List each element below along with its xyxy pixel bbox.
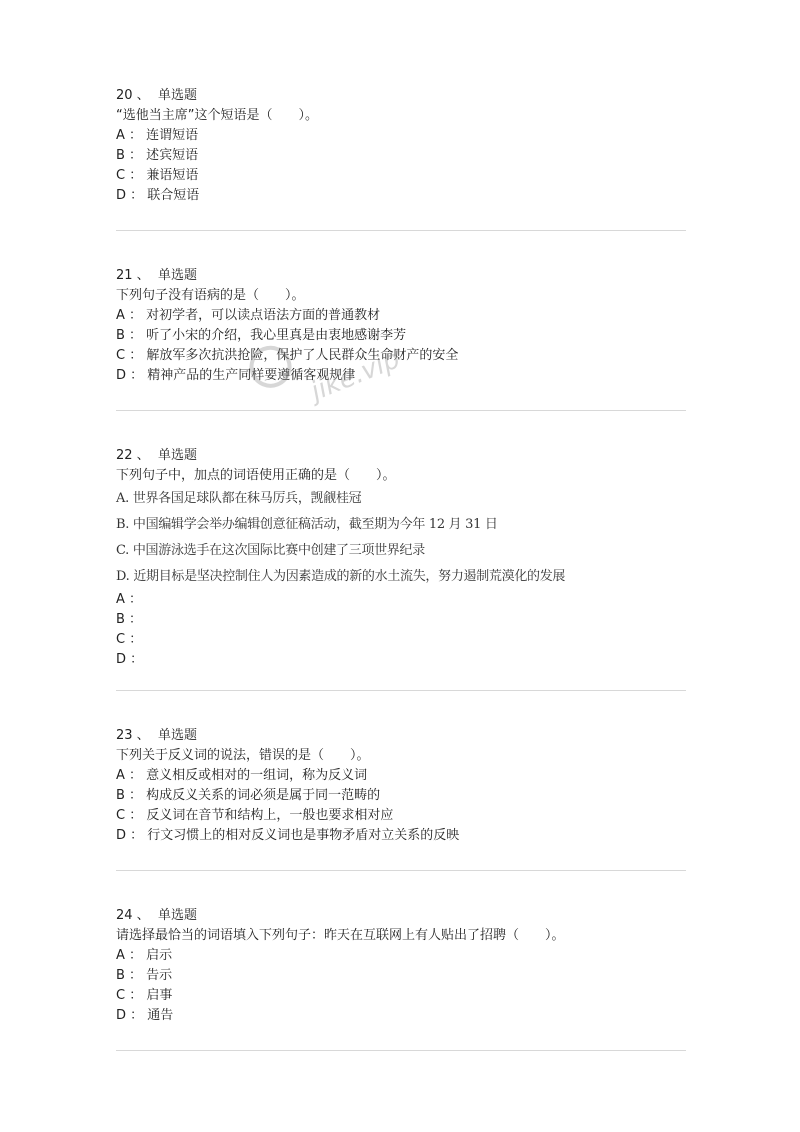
image-option-c: C. 中国游泳选手在这次国际比赛中创建了三项世界纪录 [116,543,425,558]
question-type: 单选题 [157,908,197,923]
question-header [116,906,686,926]
option-a[interactable]: A ： 对初学者，可以读点语法方面的普通教材 [116,308,381,323]
question-24 [116,906,686,1026]
question-stem: 请选择最恰当的词语填入下列句子：昨天在互联网上有人贴出了招聘（ ）。 [116,928,565,943]
option-c[interactable]: C ： 反义词在音节和结构上，一般也要求相对应 [116,808,394,823]
image-option-d: D. 近期目标是坚决控制住人为因素造成的新的水土流失，努力遏制荒漠化的发展 [116,569,566,584]
question-type: 单选题 [157,448,197,463]
option-a[interactable]: A ： [116,592,143,607]
option-c[interactable]: C ： 兼语短语 [116,168,199,183]
question-22 [116,446,686,670]
option-a[interactable]: A ： 意义相反或相对的一组词，称为反义词 [116,768,368,783]
question-header [116,266,686,286]
watermark-line2: jike.vip [306,344,405,407]
option-b[interactable]: B ： [116,612,143,627]
image-option-a: A. 世界各国足球队都在秣马厉兵，觊觎桂冠 [116,491,362,506]
question-stem: 下列句子中，加点的词语使用正确的是（ ）。 [116,468,396,483]
question-header [116,446,686,466]
image-option-b: B. 中国编辑学会举办编辑创意征稿活动，截至期为今年 12 月 31 日 [116,517,498,532]
question-type: 单选题 [157,88,197,103]
option-b[interactable]: B ： 告示 [116,968,173,983]
option-a[interactable]: A ： 连谓短语 [116,128,199,143]
question-23 [116,726,686,846]
option-d[interactable]: D ： 行文习惯上的相对反义词也是事物矛盾对立关系的反映 [116,828,460,843]
question-stem: 下列关于反义词的说法，错误的是（ ）。 [116,748,370,763]
divider [116,1050,686,1051]
question-type: 单选题 [157,268,197,283]
option-c[interactable]: C ： [116,632,143,647]
option-c[interactable]: C ： 启事 [116,988,173,1003]
option-b[interactable]: B ： 述宾短语 [116,148,199,163]
question-header [116,726,686,746]
option-b[interactable]: B ： 构成反义关系的词必须是属于同一范畴的 [116,788,381,803]
option-d[interactable]: D ： 通告 [116,1008,174,1023]
option-d[interactable]: D ： 精神产品的生产同样要遵循客观规律 [116,368,356,383]
question-number: 24 、 [116,908,150,923]
question-number: 20 、 [116,88,150,103]
option-d[interactable]: D ： 联合短语 [116,188,200,203]
question-number: 22 、 [116,448,150,463]
question-number: 21 、 [116,268,150,283]
divider [116,230,686,231]
question-stem: 下列句子没有语病的是（ ）。 [116,288,305,303]
question-20 [116,86,686,206]
question-header [116,86,686,106]
option-d[interactable]: D ： [116,652,144,667]
divider [116,690,686,691]
question-stem: “选他当主席”这个短语是（ ）。 [116,108,318,123]
option-a[interactable]: A ： 启示 [116,948,173,963]
question-number: 23 、 [116,728,150,743]
divider [116,870,686,871]
divider [116,410,686,411]
option-c[interactable]: C ： 解放军多次抗洪抢险，保护了人民群众生命财产的安全 [116,348,459,363]
question-21 [116,266,686,386]
option-b[interactable]: B ： 听了小宋的介绍，我心里真是由衷地感谢李芳 [116,328,407,343]
question-type: 单选题 [157,728,197,743]
